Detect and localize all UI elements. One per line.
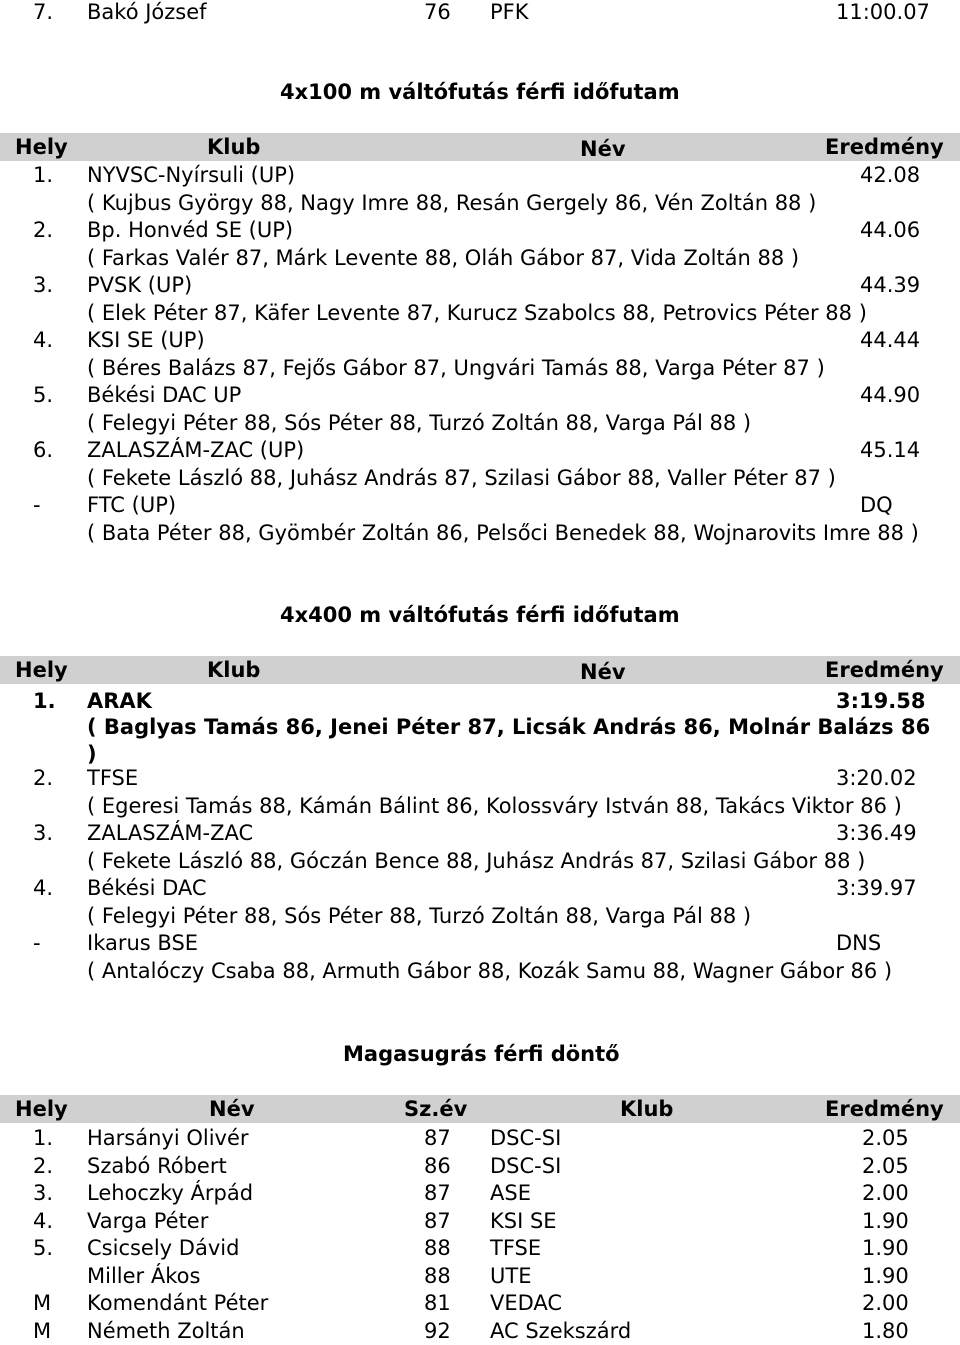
club: DSC-SI <box>490 1153 562 1178</box>
place: 5. <box>33 383 54 407</box>
place: 4. <box>33 1208 54 1233</box>
result: 2.05 <box>862 1153 909 1178</box>
team-members: ( Bata Péter 88, Gyömbér Zoltán 86, Pelsőci Benedek 88, Wojnarovits Imre 88 ) <box>87 521 919 545</box>
header-club: Klub <box>207 658 261 682</box>
table-header-4x100 <box>0 133 960 161</box>
result: 3:20.02 <box>836 766 917 790</box>
result: 44.90 <box>860 383 921 407</box>
result: 44.39 <box>860 273 921 297</box>
birth-year: 76 <box>424 0 451 24</box>
place: 2. <box>33 218 54 242</box>
header-place: Hely <box>15 135 68 159</box>
athlete-name: Bakó József <box>87 0 207 24</box>
result: 3:39.97 <box>836 876 917 900</box>
header-result: Eredmény <box>825 1097 944 1121</box>
team-members: ( Antalóczy Csaba 88, Armuth Gábor 88, Kozák Samu 88, Wagner Gábor 86 ) <box>87 959 893 983</box>
club: VEDAC <box>490 1291 563 1315</box>
club: Ikarus BSE <box>87 931 199 955</box>
header-name: Név <box>209 1097 255 1121</box>
place: 1. <box>33 1126 54 1150</box>
club: ZALASZÁM-ZAC (UP) <box>87 438 305 462</box>
place: M <box>33 1318 52 1343</box>
result: 1.90 <box>862 1263 909 1288</box>
club: PVSK (UP) <box>87 273 193 297</box>
club: ARAK <box>87 689 152 713</box>
table-header-4x400 <box>0 656 960 684</box>
birth-year: 81 <box>424 1291 451 1315</box>
header-name: Név <box>580 660 626 684</box>
header-result: Eredmény <box>825 658 944 682</box>
team-members: ( Felegyi Péter 88, Sós Péter 88, Turzó Zoltán 88, Varga Pál 88 ) <box>87 904 752 928</box>
result: 2.00 <box>862 1291 909 1315</box>
birth-year: 86 <box>424 1153 451 1178</box>
result: 3:19.58 <box>836 689 926 713</box>
place: 1. <box>33 163 54 187</box>
club: TFSE <box>87 766 139 790</box>
table-header-high-jump <box>0 1095 960 1123</box>
result: 1.80 <box>862 1318 909 1343</box>
result: DNS <box>836 931 882 955</box>
team-members-end: ) <box>87 742 97 766</box>
result: 2.00 <box>862 1181 909 1205</box>
header-year: Sz.év <box>404 1097 468 1121</box>
club: PFK <box>490 0 529 24</box>
place: 1. <box>33 689 56 713</box>
club: ZALASZÁM-ZAC <box>87 821 254 845</box>
club: ASE <box>490 1181 531 1205</box>
header-club: Klub <box>207 135 261 159</box>
athlete-name: Lehoczky Árpád <box>87 1181 254 1205</box>
section-title-4x100: 4x100 m váltófutás férfi időfutam <box>280 80 680 104</box>
result: 44.44 <box>860 328 921 352</box>
athlete-name: Csicsely Dávid <box>87 1236 240 1260</box>
place: - <box>33 931 41 955</box>
result: DQ <box>860 493 893 517</box>
birth-year: 87 <box>424 1181 451 1205</box>
header-place: Hely <box>15 1097 68 1121</box>
place: 3. <box>33 273 54 297</box>
birth-year: 88 <box>424 1263 451 1288</box>
result: 3:36.49 <box>836 821 917 845</box>
header-name: Név <box>580 137 626 161</box>
birth-year: 87 <box>424 1208 451 1233</box>
result: 2.05 <box>862 1126 909 1150</box>
place: 3. <box>33 821 54 845</box>
place: 2. <box>33 1153 54 1178</box>
team-members: ( Baglyas Tamás 86, Jenei Péter 87, Licsák András 86, Molnár Balázs 86 <box>87 715 931 739</box>
result: 45.14 <box>860 438 921 462</box>
athlete-name: Németh Zoltán <box>87 1318 245 1343</box>
club: NYVSC-Nyírsuli (UP) <box>87 163 296 187</box>
section-title-4x400: 4x400 m váltófutás férfi időfutam <box>280 603 680 627</box>
team-members: ( Egeresi Tamás 88, Kámán Bálint 86, Kolossváry István 88, Takács Viktor 86 ) <box>87 794 902 818</box>
club: Békési DAC UP <box>87 383 242 407</box>
result: 42.08 <box>860 163 921 187</box>
header-club: Klub <box>620 1097 674 1121</box>
athlete-name: Varga Péter <box>87 1208 209 1233</box>
athlete-name: Komendánt Péter <box>87 1291 269 1315</box>
header-result: Eredmény <box>825 135 944 159</box>
team-members: ( Kujbus György 88, Nagy Imre 88, Resán Gergely 86, Vén Zoltán 88 ) <box>87 191 817 215</box>
team-members: ( Fekete László 88, Góczán Bence 88, Juhász András 87, Szilasi Gábor 88 ) <box>87 849 866 873</box>
result: 44.06 <box>860 218 921 242</box>
club: UTE <box>490 1263 532 1288</box>
place: 7. <box>33 0 54 24</box>
club: KSI SE (UP) <box>87 328 205 352</box>
club: Békési DAC <box>87 876 207 900</box>
team-members: ( Elek Péter 87, Käfer Levente 87, Kurucz Szabolcs 88, Petrovics Péter 88 ) <box>87 301 867 325</box>
athlete-name: Miller Ákos <box>87 1263 201 1288</box>
result: 1.90 <box>862 1236 909 1260</box>
team-members: ( Fekete László 88, Juhász András 87, Szilasi Gábor 88, Valler Péter 87 ) <box>87 466 836 490</box>
place: M <box>33 1291 52 1315</box>
result: 1.90 <box>862 1208 909 1233</box>
athlete-name: Harsányi Olivér <box>87 1126 249 1150</box>
result: 11:00.07 <box>836 0 930 24</box>
club: FTC (UP) <box>87 493 177 517</box>
place: 6. <box>33 438 54 462</box>
birth-year: 87 <box>424 1126 451 1150</box>
athlete-name: Szabó Róbert <box>87 1153 227 1178</box>
place: 3. <box>33 1181 54 1205</box>
club: Bp. Honvéd SE (UP) <box>87 218 294 242</box>
header-place: Hely <box>15 658 68 682</box>
birth-year: 92 <box>424 1318 451 1343</box>
club: TFSE <box>490 1236 542 1260</box>
place: 2. <box>33 766 54 790</box>
team-members: ( Felegyi Péter 88, Sós Péter 88, Turzó Zoltán 88, Varga Pál 88 ) <box>87 411 752 435</box>
club: AC Szekszárd <box>490 1318 632 1343</box>
place: 4. <box>33 328 54 352</box>
birth-year: 88 <box>424 1236 451 1260</box>
place: - <box>33 493 41 517</box>
team-members: ( Farkas Valér 87, Márk Levente 88, Oláh Gábor 87, Vida Zoltán 88 ) <box>87 246 800 270</box>
club: DSC-SI <box>490 1126 562 1150</box>
place: 5. <box>33 1236 54 1260</box>
team-members: ( Béres Balázs 87, Fejős Gábor 87, Ungvári Tamás 88, Varga Péter 87 ) <box>87 356 825 380</box>
place: 4. <box>33 876 54 900</box>
club: KSI SE <box>490 1208 557 1233</box>
section-title-high-jump: Magasugrás férfi döntő <box>343 1042 620 1066</box>
